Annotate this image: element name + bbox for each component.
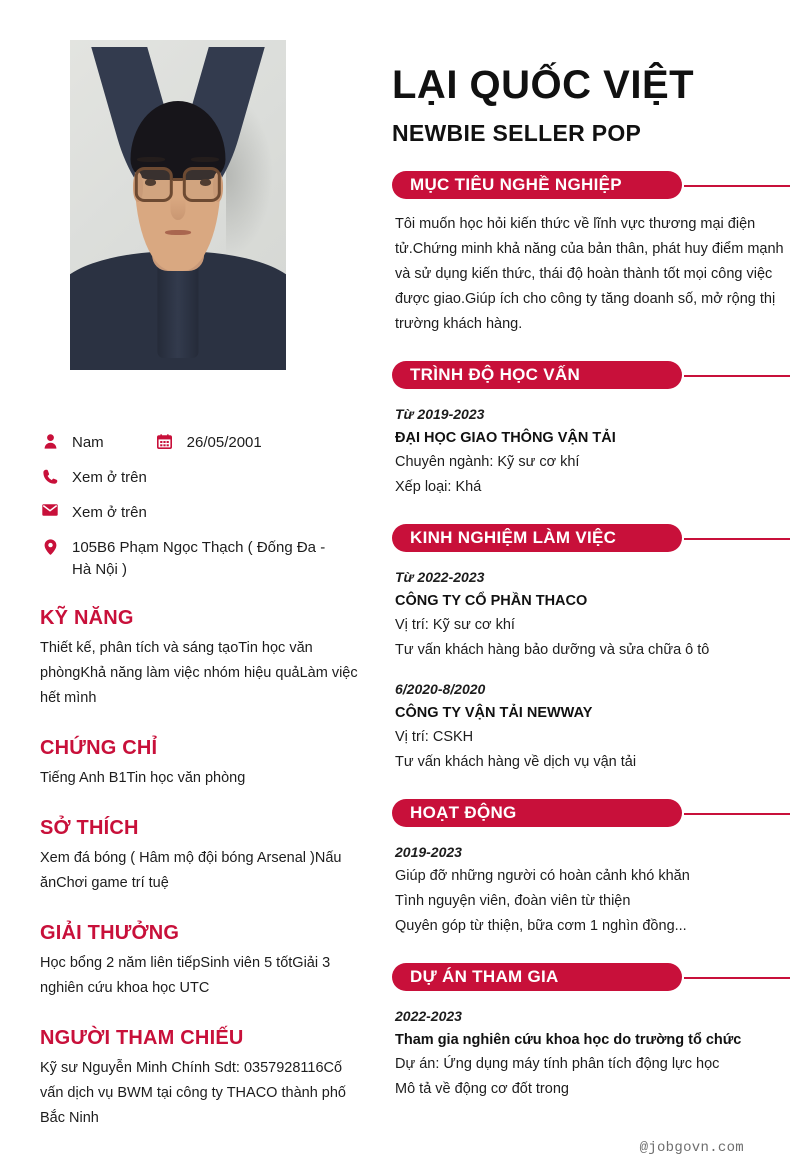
contact-address-value: 105B6 Phạm Ngọc Thạch ( Đống Đa - Hà Nội ) bbox=[72, 539, 326, 578]
contact-gender bbox=[40, 432, 104, 454]
section-header-experience bbox=[392, 524, 790, 552]
section-pill-projects: DỰ ÁN THAM GIA bbox=[392, 963, 682, 991]
contact-birthdate bbox=[155, 432, 262, 454]
left-column bbox=[0, 0, 380, 1173]
section-body-activities bbox=[392, 840, 790, 939]
section-header-education bbox=[392, 361, 790, 389]
projects-line-1: Dự án: Ứng dụng máy tính phân tích động lực học bbox=[395, 1056, 720, 1072]
section-rule-experience bbox=[684, 538, 790, 540]
person-icon bbox=[40, 432, 60, 449]
photo-lens-right bbox=[183, 167, 221, 202]
education-grade: Xếp loại: Khá bbox=[395, 479, 482, 495]
sidebar-section-references bbox=[40, 1027, 350, 1131]
experience-position: Vị trí: CSKH bbox=[395, 729, 474, 745]
sidebar-body-hobbies: Xem đá bóng ( Hâm mộ đội bóng Arsenal )Nấu ănChơi game trí tuệ bbox=[40, 850, 342, 891]
sidebar-section-skills bbox=[40, 607, 358, 711]
contact-email bbox=[40, 502, 147, 524]
section-body-experience bbox=[392, 565, 790, 775]
contact-row-email bbox=[40, 502, 358, 524]
section-body-objective bbox=[392, 212, 790, 337]
page-title: LẠI QUỐC VIỆT bbox=[392, 63, 695, 107]
envelope-icon bbox=[40, 502, 60, 516]
section-header-projects bbox=[392, 963, 790, 991]
experience-position: Vị trí: Kỹ sư cơ khí bbox=[395, 617, 515, 633]
photo-image bbox=[70, 40, 286, 370]
contact-row-gender-birth bbox=[40, 432, 358, 454]
photo-glasses-bridge bbox=[173, 178, 183, 181]
phone-icon bbox=[40, 467, 60, 484]
section-rule-education bbox=[684, 375, 790, 377]
section-rule-objective bbox=[684, 185, 790, 187]
location-pin-icon bbox=[40, 537, 60, 555]
sidebar-section-certificates bbox=[40, 737, 350, 791]
contact-birthdate-value: 26/05/2001 bbox=[186, 434, 262, 451]
experience-entry bbox=[395, 565, 790, 663]
section-header-activities bbox=[392, 799, 790, 827]
contact-address bbox=[40, 537, 342, 581]
sidebar-heading-references: NGƯỜI THAM CHIẾU bbox=[40, 1027, 244, 1049]
photo-lens-left bbox=[135, 167, 173, 202]
section-activities bbox=[392, 799, 790, 939]
contact-row-phone bbox=[40, 467, 358, 489]
profile-photo bbox=[70, 40, 286, 370]
projects-line-2: Mô tả về động cơ đốt trong bbox=[395, 1081, 569, 1097]
job-title: NEWBIE SELLER POP bbox=[392, 120, 642, 146]
activities-line-3: Quyên góp từ thiện, bữa cơm 1 nghìn đồng... bbox=[395, 918, 687, 934]
experience-entry bbox=[395, 677, 790, 775]
experience-date: Từ 2022-2023 bbox=[395, 569, 485, 585]
activities-line-2: Tình nguyện viên, đoàn viên từ thiện bbox=[395, 893, 631, 909]
sidebar-body-skills: Thiết kế, phân tích và sáng tạoTin học văn phòngKhả năng làm việc nhóm hiệu quảLàm việc hết mình bbox=[40, 640, 358, 706]
activities-line-1: Giúp đỡ những người có hoàn cảnh khó khăn bbox=[395, 868, 690, 884]
sidebar-section-hobbies bbox=[40, 817, 350, 896]
right-column bbox=[380, 0, 790, 1173]
sidebar-body-references: Kỹ sư Nguyễn Minh Chính Sdt: 0357928116Cố vấn dịch vụ BWM tại công ty THACO thành phố Bắc Ninh bbox=[40, 1060, 346, 1126]
section-rule-activities bbox=[684, 813, 790, 815]
section-rule-projects bbox=[684, 977, 790, 979]
education-entry bbox=[395, 402, 790, 500]
contact-phone bbox=[40, 467, 147, 489]
experience-duty: Tư vấn khách hàng về dịch vụ vận tải bbox=[395, 754, 637, 770]
contact-row-address bbox=[40, 537, 358, 581]
section-body-education bbox=[392, 402, 790, 500]
experience-company: CÔNG TY CỔ PHẦN THACO bbox=[395, 593, 588, 609]
projects-title: Tham gia nghiên cứu khoa học do trường tổ chức bbox=[395, 1032, 742, 1048]
sidebar-body-awards: Học bổng 2 năm liên tiếpSinh viên 5 tốtGiải 3 nghiên cứu khoa học UTC bbox=[40, 955, 331, 996]
section-pill-education: TRÌNH ĐỘ HỌC VẤN bbox=[392, 361, 682, 389]
calendar-icon bbox=[155, 432, 175, 449]
section-education bbox=[392, 361, 790, 500]
education-date: Từ 2019-2023 bbox=[395, 406, 485, 422]
sidebar-heading-hobbies: SỞ THÍCH bbox=[40, 817, 139, 839]
education-school: ĐẠI HỌC GIAO THÔNG VẬN TẢI bbox=[395, 430, 616, 446]
section-header-objective bbox=[392, 171, 790, 199]
sidebar-body-certificates: Tiếng Anh B1Tin học văn phòng bbox=[40, 770, 246, 786]
photo-glasses bbox=[135, 167, 221, 202]
experience-duty: Tư vấn khách hàng bảo dưỡng và sửa chữa ô tô bbox=[395, 642, 710, 658]
activities-date: 2019-2023 bbox=[395, 844, 462, 860]
section-projects bbox=[392, 963, 790, 1102]
section-pill-activities: HOẠT ĐỘNG bbox=[392, 799, 682, 827]
projects-date: 2022-2023 bbox=[395, 1008, 462, 1024]
section-pill-experience: KINH NGHIỆM LÀM VIỆC bbox=[392, 524, 682, 552]
contact-phone-value: Xem ở trên bbox=[72, 469, 147, 486]
photo-mouth bbox=[165, 230, 191, 235]
projects-entry bbox=[395, 1004, 790, 1102]
activities-entry bbox=[395, 840, 790, 939]
experience-date: 6/2020-8/2020 bbox=[395, 681, 486, 697]
sidebar-heading-awards: GIẢI THƯỞNG bbox=[40, 922, 180, 944]
contact-block bbox=[40, 432, 358, 581]
sidebar-heading-certificates: CHỨNG CHỈ bbox=[40, 737, 158, 759]
watermark: @jobgovn.com bbox=[639, 1140, 744, 1156]
section-body-projects bbox=[392, 1004, 790, 1102]
education-major: Chuyên ngành: Kỹ sư cơ khí bbox=[395, 454, 580, 470]
contact-gender-value: Nam bbox=[72, 434, 104, 451]
section-experience bbox=[392, 524, 790, 775]
experience-company: CÔNG TY VẬN TẢI NEWWAY bbox=[395, 705, 593, 721]
sidebar-section-awards bbox=[40, 922, 350, 1001]
section-pill-objective: MỤC TIÊU NGHỀ NGHIỆP bbox=[392, 171, 682, 199]
sidebar-heading-skills: KỸ NĂNG bbox=[40, 607, 134, 629]
contact-email-value: Xem ở trên bbox=[72, 504, 147, 521]
section-objective bbox=[392, 171, 790, 337]
objective-text: Tôi muốn học hỏi kiến thức về lĩnh vực thương mại điện tử.Chứng minh khả năng của bản thân, phát huy điểm mạnh và sử dụng kiến thức, thái độ hoàn thành tốt mọi công việc được giao.Giúp ích cho công ty tăng doanh số, mở rộng thị trường khách hàng. bbox=[395, 216, 784, 332]
